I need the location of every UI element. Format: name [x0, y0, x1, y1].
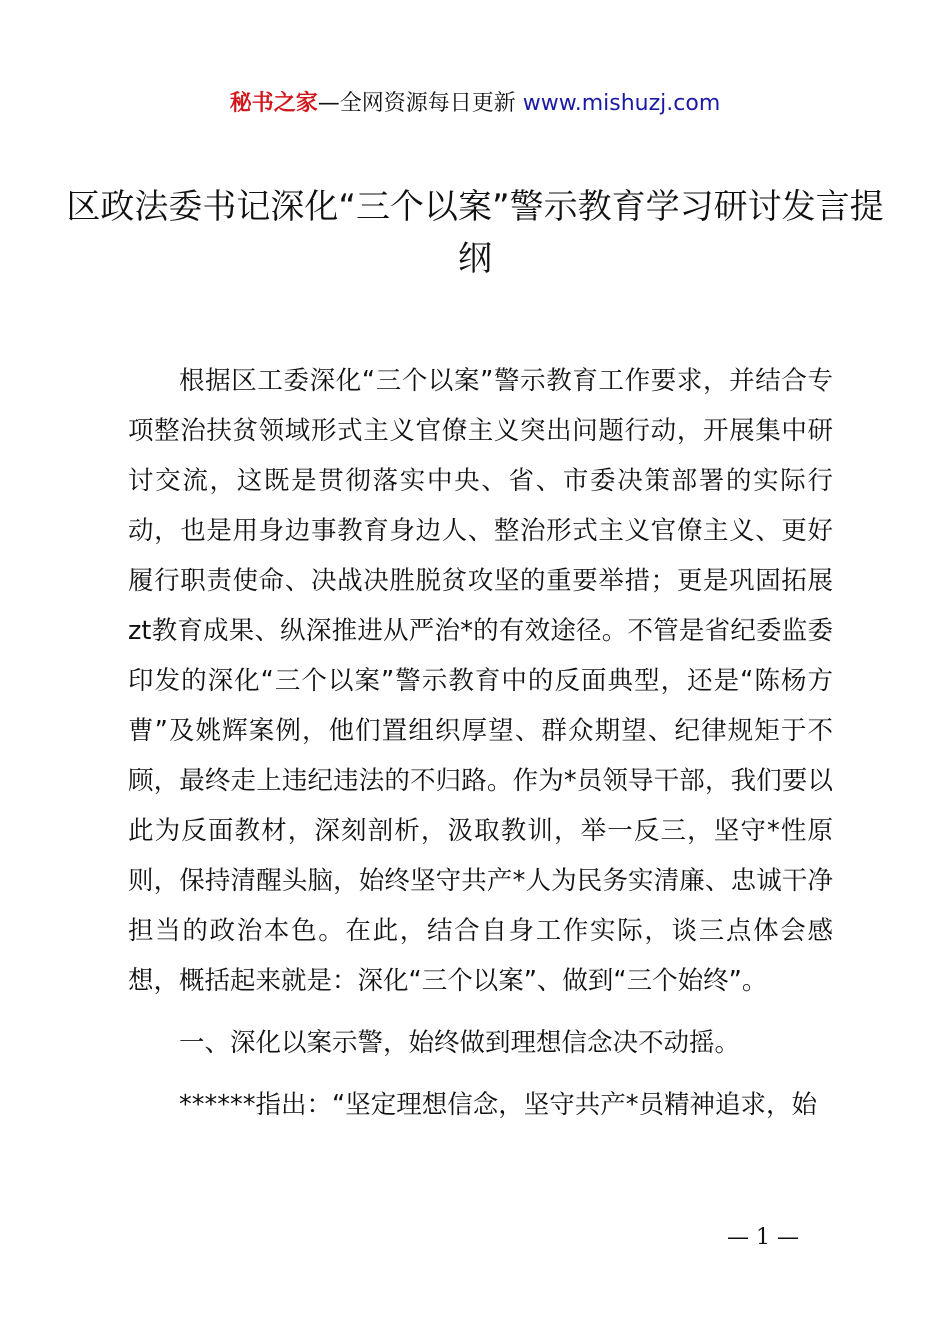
site-url-link[interactable]: www.mishuzj.com	[522, 91, 721, 116]
section-heading: 一、深化以案示警，始终做到理想信念决不动摇。	[179, 1028, 741, 1058]
quote-paragraph: ******指出：“坚定理想信念，坚守共产*员精神追求，始	[179, 1090, 817, 1120]
intro-paragraph: 根据区工委深化“三个以案”警示教育工作要求，并结合专项整治扶贫领域形式主义官僚主义突出问题行动，开展集中研讨交流，这既是贯彻落实中央、省、市委决策部署的实际行动，也是用身边事教育身边人、整治形式主义官僚主义、更好履行职责使命、决战决胜脱贫攻坚的重要举措；更是巩固拓展zt教育成果、纵深推进从严治*的有效途径。不管是省纪委监委印发的深化“三个以案”警示教育中的反面典型，还是“陈杨方曹”及姚辉案例，他们置组织厚望、群众期望、纪律规矩于不顾，最终走上违纪违法的不归路。作为*员领导干部，我们要以此为反面教材，深刻剖析，汲取教训，举一反三，坚守*性原则，保持清醒头脑，始终坚守共产*人为民务实清廉、忠诚干净担当的政治本色。在此，结合自身工作实际，谈三点体会感想，概括起来就是：深化“三个以案”、做到“三个始终”。	[128, 366, 833, 996]
document-body	[128, 356, 833, 1130]
brand-name: 秘书之家	[229, 91, 318, 116]
header-slogan: —全网资源每日更新	[317, 91, 523, 116]
page-number: — 1 —	[727, 1225, 799, 1250]
document-title: 区政法委书记深化“三个以案”警示教育学习研讨发言提纲	[66, 186, 884, 279]
site-header	[0, 88, 950, 120]
